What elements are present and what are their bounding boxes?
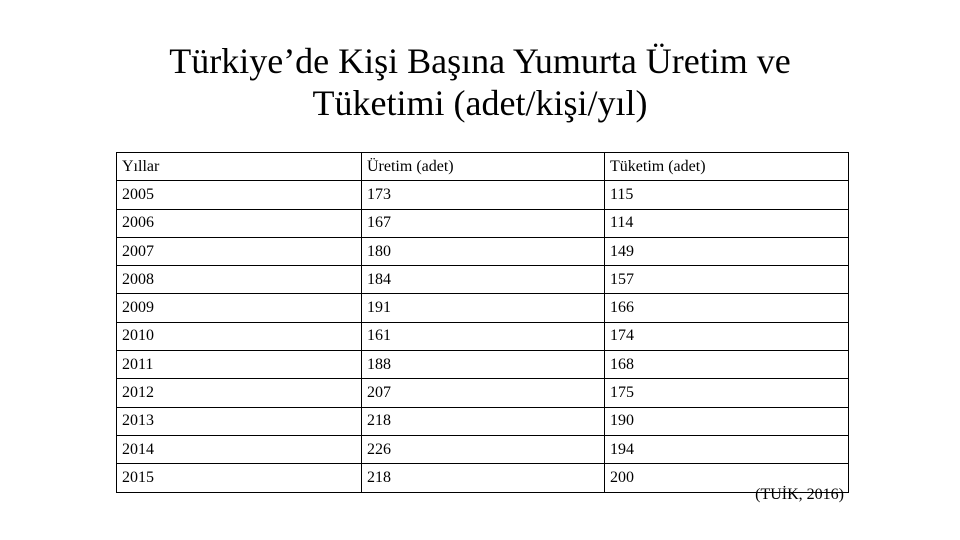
cell-year: 2014: [117, 435, 362, 463]
cell-production: 180: [362, 237, 605, 265]
source-citation: (TUİK, 2016): [755, 486, 844, 503]
header-consumption: Tüketim (adet): [605, 153, 849, 181]
header-years: Yıllar: [117, 153, 362, 181]
cell-production: 226: [362, 435, 605, 463]
cell-consumption: 115: [605, 181, 849, 209]
cell-production: 167: [362, 209, 605, 237]
cell-consumption: 175: [605, 379, 849, 407]
table-row: [117, 209, 849, 237]
cell-production: 207: [362, 379, 605, 407]
table-row: [117, 379, 849, 407]
cell-year: 2010: [117, 322, 362, 350]
slide-title-line-2: Tüketimi (adet/kişi/yıl): [312, 83, 648, 123]
cell-year: 2012: [117, 379, 362, 407]
egg-production-consumption-table: [116, 152, 849, 493]
cell-year: 2007: [117, 237, 362, 265]
header-production: Üretim (adet): [362, 153, 605, 181]
cell-production: 188: [362, 351, 605, 379]
table-row: [117, 266, 849, 294]
cell-year: 2015: [117, 464, 362, 492]
slide-title-line-1: Türkiye’de Kişi Başına Yumurta Üretim ve: [169, 41, 791, 81]
cell-year: 2005: [117, 181, 362, 209]
table-row: [117, 351, 849, 379]
table-body: [117, 181, 849, 492]
table-row: [117, 464, 849, 492]
cell-consumption: 114: [605, 209, 849, 237]
cell-year: 2009: [117, 294, 362, 322]
table-row: [117, 435, 849, 463]
cell-production: 161: [362, 322, 605, 350]
cell-consumption: 168: [605, 351, 849, 379]
cell-production: 218: [362, 407, 605, 435]
cell-consumption: 149: [605, 237, 849, 265]
cell-consumption: 157: [605, 266, 849, 294]
table-header-row: [117, 153, 849, 181]
cell-year: 2011: [117, 351, 362, 379]
table-row: [117, 322, 849, 350]
cell-production: 184: [362, 266, 605, 294]
table-row: [117, 237, 849, 265]
cell-production: 173: [362, 181, 605, 209]
cell-consumption: 200: [605, 464, 849, 492]
cell-production: 218: [362, 464, 605, 492]
cell-consumption: 190: [605, 407, 849, 435]
cell-consumption: 174: [605, 322, 849, 350]
cell-consumption: 194: [605, 435, 849, 463]
cell-year: 2008: [117, 266, 362, 294]
table-row: [117, 294, 849, 322]
table-row: [117, 181, 849, 209]
cell-consumption: 166: [605, 294, 849, 322]
cell-year: 2013: [117, 407, 362, 435]
table-row: [117, 407, 849, 435]
cell-production: 191: [362, 294, 605, 322]
table-header: [117, 153, 849, 181]
slide-title: [60, 40, 900, 124]
cell-year: 2006: [117, 209, 362, 237]
